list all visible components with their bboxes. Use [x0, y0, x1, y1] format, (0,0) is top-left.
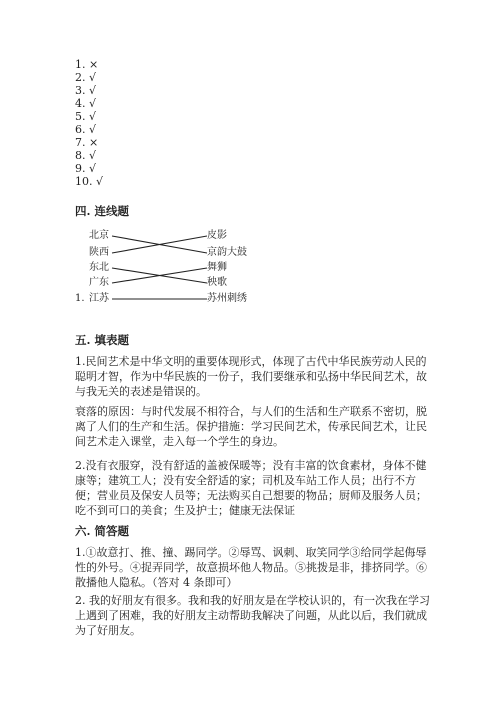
short-answer-2: 2. 我的好朋友有很多。我和我的好朋友是在学校认识的，有一次我在学习上遇到了困难，我的好朋友主动帮助我解决了问题，从此以后，我们就成为了好朋友。 [75, 594, 430, 637]
left-item-dongbei: 东北 [89, 262, 109, 273]
answer-item: 1. × [75, 58, 99, 71]
question-number: 1. [75, 293, 85, 304]
right-item-suzhou-cixiu: 苏州刺绣 [207, 293, 247, 304]
answer-item: 9. √ [75, 162, 97, 175]
short-answer-1: 1.①故意打、推、撞、踢同学。②辱骂、讽刺、取笑同学③给同学起侮辱性的外号。④捉弄同学，故意损坏他人物品。⑤挑拨是非，排挤同学。⑥散播他人隐私。（答对 4 条即可） [75, 546, 427, 589]
section-5-heading: 五. 填表题 [75, 333, 130, 347]
right-item-yangge: 秧歌 [207, 277, 227, 288]
fill-answer-1: 1.民间艺术是中华文明的重要体现形式，体现了古代中华民族劳动人民的聪明才智，作为中华民族的一份子，我们要继承和弘扬中华民间艺术，故与我无关的表述是错误的。 [75, 355, 427, 398]
answer-item: 8. √ [75, 149, 97, 162]
answer-item: 4. √ [75, 97, 97, 110]
section-4-heading: 四. 连线题 [75, 204, 130, 218]
answer-item: 10. √ [75, 175, 103, 188]
right-item-wushi: 舞狮 [207, 262, 227, 273]
right-item-piying: 皮影 [207, 230, 227, 241]
fill-answer-1-reasons: 衰落的原因：与时代发展不相符合，与人们的生活和生产联系不密切，脱离了人们的生产和生活。保护措施：学习民间艺术，传承民间艺术，让民间艺术走入课堂，走入每一个学生的身边。 [75, 405, 427, 448]
section-6-heading: 六. 简答题 [75, 524, 130, 538]
left-item-beijing: 北京 [89, 230, 109, 241]
answer-item: 3. √ [75, 84, 97, 97]
left-item-jiangsu: 江苏 [89, 293, 109, 304]
answer-item: 2. √ [75, 71, 97, 84]
right-item-jingyun-dagu: 京韵大鼓 [207, 247, 247, 258]
left-item-guangdong: 广东 [89, 277, 109, 288]
left-item-shaanxi: 陕西 [89, 247, 109, 258]
answer-item: 6. √ [75, 123, 97, 136]
answer-item: 5. √ [75, 110, 97, 123]
answer-item: 7. × [75, 136, 99, 149]
fill-answer-2: 2.没有衣服穿，没有舒适的盖被保暖等；没有丰富的饮食素材，身体不健康等；建筑工人；没有安全舒适的家；司机及车站工作人员；出行不方便；营业员及保安人员等；无法购买自己想要的物品；厨师及服务人员；吃不到可口的美食；生及护士；健康无法保证 [75, 459, 427, 517]
